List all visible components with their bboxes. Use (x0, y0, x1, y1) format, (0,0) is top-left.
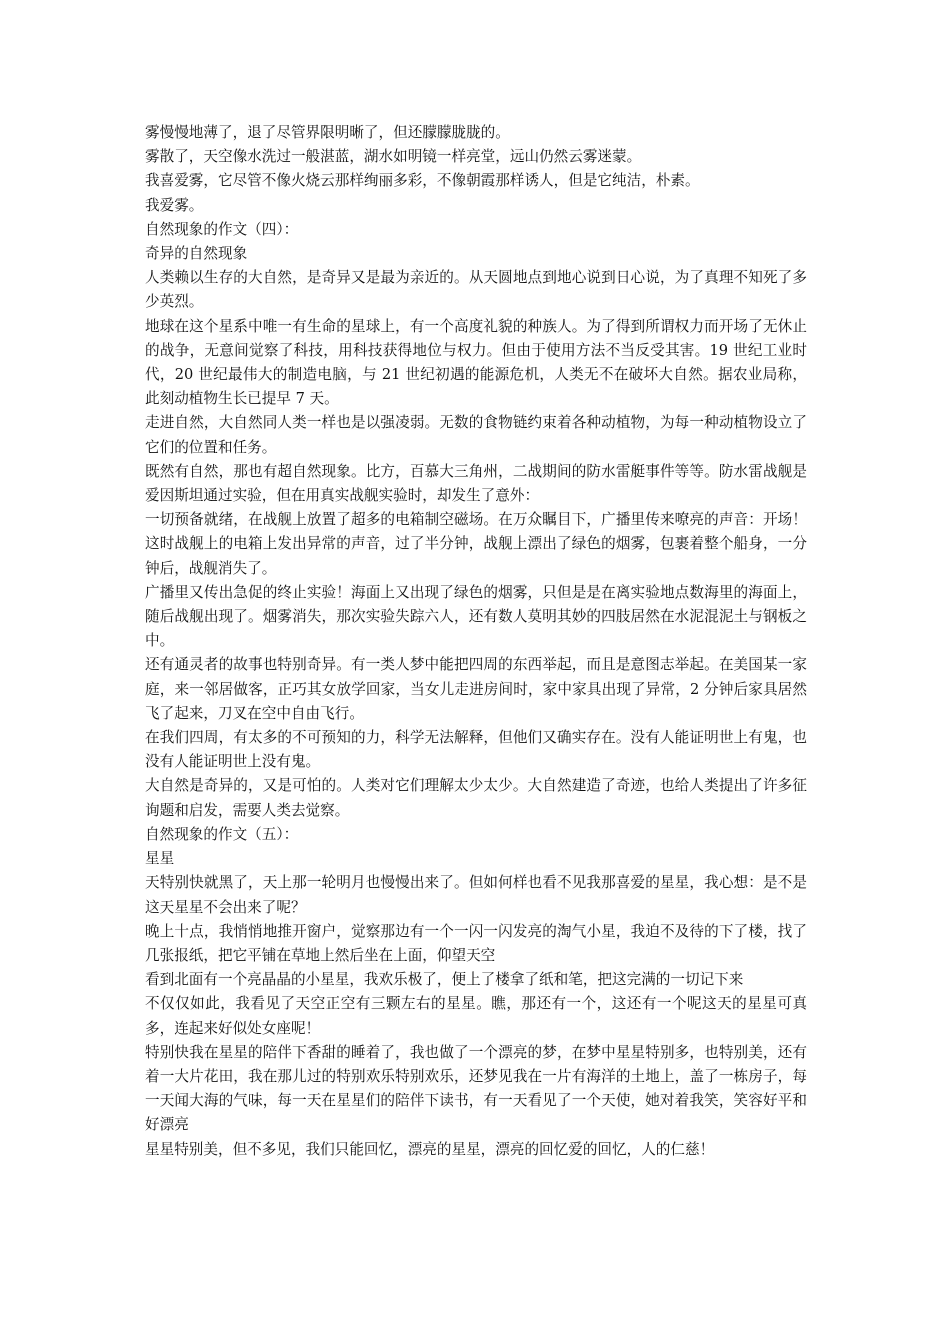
paragraph: 在我们四周，有太多的不可预知的力，科学无法解释，但他们又确实存在。没有人能证明世上有鬼，也没有人能证明世上没有鬼。 (145, 729, 807, 771)
essay-title: 奇异的自然现象 (145, 245, 248, 263)
section-heading: 自然现象的作文（五）： (145, 825, 299, 843)
essay-title: 星星 (145, 850, 175, 868)
paragraph: 雾慢慢地薄了，退了尽管界限明晰了，但还朦朦胧胧的。 (145, 124, 510, 141)
paragraph: 特别快我在星星的陪伴下香甜的睡着了，我也做了一个漂亮的梦，在梦中星星特别多，也特别美，还有着一大片花田，我在那儿过的特别欢乐特别欢乐，还梦见我在一片有海洋的土地上，盖了一栋房子，每一天闻大海的气味，每一天在星星们的陪伴下读书，有一天看见了一个天使，她对着我笑，笑容好平和好漂亮 (145, 1043, 807, 1134)
paragraph: 我爱雾。 (145, 196, 204, 214)
paragraph: 既然有自然，那也有超自然现象。比方，百慕大三角州，二战期间的防水雷艇事件等等。防水雷战舰是爱因斯坦通过实验，但在用真实战舰实验时，却发生了意外： (145, 462, 807, 505)
paragraph: 看到北面有一个亮晶晶的小星星，我欢乐极了，便上了楼拿了纸和笔，把这完满的一切记下来 (145, 971, 744, 989)
paragraph: 大自然是奇异的，又是可怕的。人类对它们理解太少太少。大自然建造了奇迹，也给人类提出了许多征询题和启发，需要人类去觉察。 (145, 777, 807, 819)
paragraph: 星星特别美，但不多见，我们只能回忆，漂亮的星星，漂亮的回忆爱的回忆，人的仁慈！ (145, 1140, 715, 1158)
paragraph: 地球在这个星系中唯一有生命的星球上，有一个高度礼貌的种族人。为了得到所谓权力而开场了无休止的战争，无意间觉察了科技，用科技获得地位与权力。但由于使用方法不当反受其害。19 世纪工业时代，20 世纪最伟大的制造电脑，与 21 世纪初遇的能源危机，人类无不在破坏大自然。据农业局称，此刻动植物生长已提早 7 天。 (145, 317, 807, 408)
paragraph: 晚上十点，我悄悄地推开窗户，觉察那边有一个一闪一闪发亮的淘气小星，我迫不及待的下了楼，找了几张报纸，把它平铺在草地上然后坐在上面，仰望天空 (145, 922, 807, 964)
paragraph: 我喜爱雾，它尽管不像火烧云那样绚丽多彩，不像朝霞那样诱人，但是它纯洁，朴素。 (145, 172, 700, 190)
paragraph: 人类赖以生存的大自然，是奇异又是最为亲近的。从天圆地点到地心说到日心说，为了真理不知死了多少英烈。 (145, 269, 807, 311)
paragraph: 不仅仅如此，我看见了天空正空有三颗左右的星星。瞧，那还有一个，这还有一个呢这天的星星可真多，连起来好似处女座呢！ (145, 995, 807, 1037)
paragraph: 一切预备就绪，在战舰上放置了超多的电箱制空磁场。在万众瞩目下，广播里传来嘹亮的声音：开场！这时战舰上的电箱上发出异常的声音，过了半分钟，战舰上漂出了绿色的烟雾，包裹着整个船身，一分钟后，战舰消失了。 (145, 511, 807, 577)
paragraph: 走进自然，大自然同人类一样也是以强凌弱。无数的食物链约束着各种动植物，为每一种动植物设立了它们的位置和任务。 (145, 414, 807, 456)
section-heading: 自然现象的作文（四）： (145, 220, 299, 238)
paragraph: 雾散了，天空像水洗过一般湛蓝，湖水如明镜一样亮堂，远山仍然云雾迷蒙。 (145, 148, 642, 166)
paragraph: 广播里又传出急促的终止实验！海面上又出现了绿色的烟雾，只但是是在离实验地点数海里的海面上，随后战舰出现了。烟雾消失，那次实验失踪六人，还有数人莫明其妙的四肢居然在水泥混泥土与钢板之中。 (145, 583, 807, 650)
document-body (145, 121, 807, 1162)
paragraph: 天特别快就黑了，天上那一轮明月也慢慢出来了。但如何样也看不见我那喜爱的星星，我心想：是不是这天星星不会出来了呢？ (145, 874, 807, 916)
paragraph: 还有通灵者的故事也特别奇异。有一类人梦中能把四周的东西举起，而且是意图志举起。在美国某一家庭，来一邻居做客，正巧其女放学回家，当女儿走进房间时，家中家具出现了异常，2 分钟后家具居然飞了起来，刀叉在空中自由飞行。 (145, 656, 807, 722)
